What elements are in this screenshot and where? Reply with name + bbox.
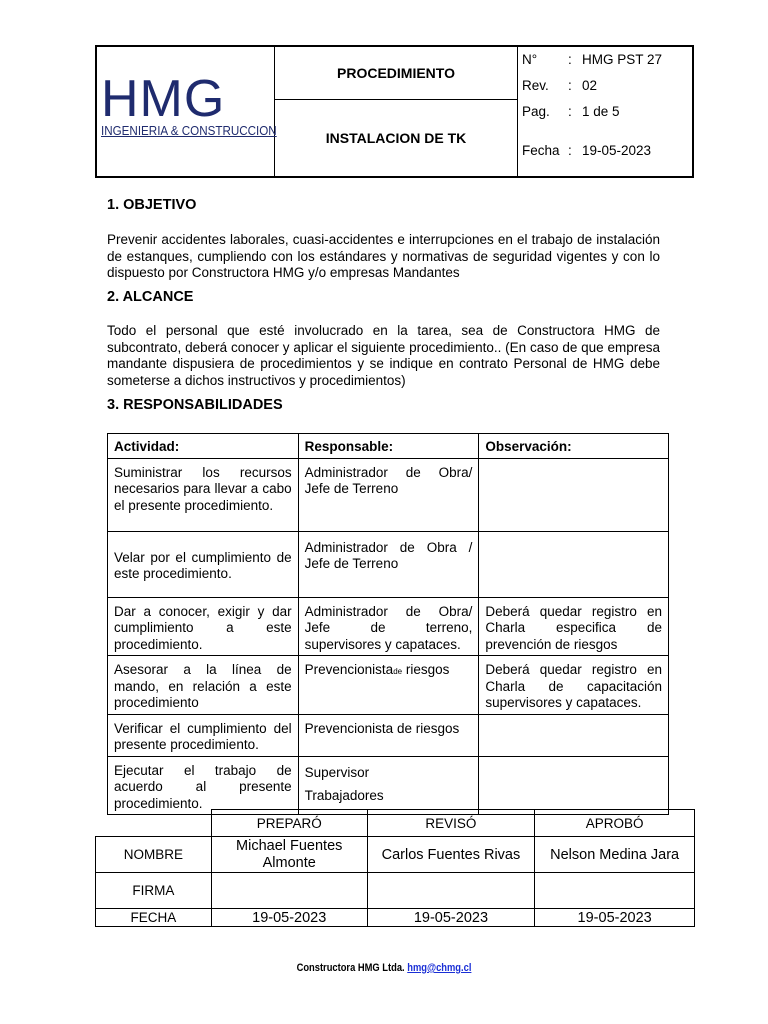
date-approved: 19-05-2023: [535, 909, 695, 927]
meta-number: N° : HMG PST 27: [522, 52, 663, 67]
row-label-nombre: NOMBRE: [96, 837, 212, 873]
signature-table: [95, 809, 695, 927]
table-row: [108, 458, 669, 531]
cell-responsable: Administrador de Obra/ Jefe de terreno, supervisores y capataces.: [298, 597, 479, 656]
section-heading-alcance: 2. ALCANCE: [107, 289, 194, 305]
cell-actividad: Ejecutar el trabajo de acuerdo al presente procedimiento.: [108, 756, 299, 815]
name-approved: Nelson Medina Jara: [535, 837, 695, 873]
row-label-firma: FIRMA: [96, 873, 212, 909]
cell-actividad: Suministrar los recursos necesarios para llevar a cabo el presente procedimiento.: [108, 458, 299, 531]
cell-actividad: Asesorar a la línea de mando, en relación a este procedimiento: [108, 656, 299, 715]
section-text-alcance: Todo el personal que esté involucrado en la tarea, sea de Constructora HMG de subcontrato, deberá conocer y aplicar el siguiente procedimiento.. (En caso de que empresa mandante dispusiera de procedimientos y se indique en contrato Personal de HMG debe someterse a dichos instructivos y procedimientos): [107, 323, 660, 388]
logo-subtitle: INGENIERIA & CONSTRUCCION: [101, 124, 277, 138]
col-header-observacion: Observación:: [479, 434, 669, 459]
document-header: [95, 45, 694, 178]
col-approved: APROBÓ: [535, 810, 695, 837]
table-row: [108, 597, 669, 656]
section-heading-objetivo: 1. OBJETIVO: [107, 197, 197, 213]
cell-actividad: Verificar el cumplimiento del presente procedimiento.: [108, 714, 299, 756]
name-prepared: Michael Fuentes Almonte: [211, 837, 367, 873]
cell-observacion: [479, 531, 669, 597]
section-text-objetivo: Prevenir accidentes laborales, cuasi-accidentes e interrupciones en el trabajo de instalación de estanques, cumpliendo con los estándares y normativas de seguridad vigentes y con lo dispuesto por Constructora HMG y/o empresas Mandantes: [107, 232, 660, 280]
doc-title: INSTALACION DE TK: [325, 130, 467, 146]
col-header-actividad: Actividad:: [108, 434, 299, 459]
sign-date-row: [96, 909, 695, 927]
name-reviewed: Carlos Fuentes Rivas: [367, 837, 535, 873]
logo-word: HMG: [101, 70, 226, 128]
sign-firma-row: [96, 873, 695, 909]
doc-type: PROCEDIMIENTO: [275, 47, 517, 100]
cell-responsable: Prevencionista de riesgos: [298, 714, 479, 756]
row-label-fecha: FECHA: [96, 909, 212, 927]
footer-company: Constructora HMG Ltda.: [296, 962, 405, 974]
section-heading-responsabilidades: 3. RESPONSABILIDADES: [107, 397, 283, 413]
firma-prepared: [211, 873, 367, 909]
date-prepared: 19-05-2023: [211, 909, 367, 927]
responsibilities-table: [107, 433, 669, 815]
logo: [97, 47, 275, 176]
meta-date: Fecha : 19-05-2023: [522, 143, 652, 158]
meta-revision: Rev. : 02: [522, 78, 598, 93]
cell-responsable: Administrador de Obra/ Jefe de Terreno: [298, 458, 479, 531]
page-footer: [58, 962, 711, 974]
sign-header-row: [96, 810, 695, 837]
table-row: [108, 714, 669, 756]
col-reviewed: REVISÓ: [367, 810, 535, 837]
table-header-row: [108, 434, 669, 459]
col-prepared: PREPARÓ: [211, 810, 367, 837]
table-row: [108, 656, 669, 715]
col-header-responsable: Responsable:: [298, 434, 479, 459]
cell-actividad: Velar por el cumplimiento de este procedimiento.: [108, 531, 299, 597]
cell-responsable: Prevencionistade riesgos: [298, 656, 479, 715]
doc-meta: [518, 47, 692, 176]
firma-reviewed: [367, 873, 535, 909]
cell-observacion: [479, 714, 669, 756]
table-row: [108, 756, 669, 815]
table-row: [108, 531, 669, 597]
footer-email-link[interactable]: hmg@chmg.cl: [407, 962, 472, 974]
cell-observacion: Deberá quedar registro en Charla especifica de prevención de riesgos: [479, 597, 669, 656]
sign-name-row: [96, 837, 695, 873]
cell-responsable: Administrador de Obra / Jefe de Terreno: [298, 531, 479, 597]
responsable-supervisor: Supervisor: [304, 764, 370, 780]
cell-observacion: Deberá quedar registro en Charla de capacitación supervisores y capataces.: [479, 656, 669, 715]
cell-observacion: [479, 756, 669, 815]
date-reviewed: 19-05-2023: [367, 909, 535, 927]
cell-observacion: [479, 458, 669, 531]
cell-actividad: Dar a conocer, exigir y dar cumplimiento a este procedimiento.: [108, 597, 299, 656]
firma-approved: [535, 873, 695, 909]
cell-responsable: [298, 756, 479, 815]
responsable-trabajadores: Trabajadores: [304, 788, 384, 803]
meta-page: Pag. : 1 de 5: [522, 104, 620, 119]
